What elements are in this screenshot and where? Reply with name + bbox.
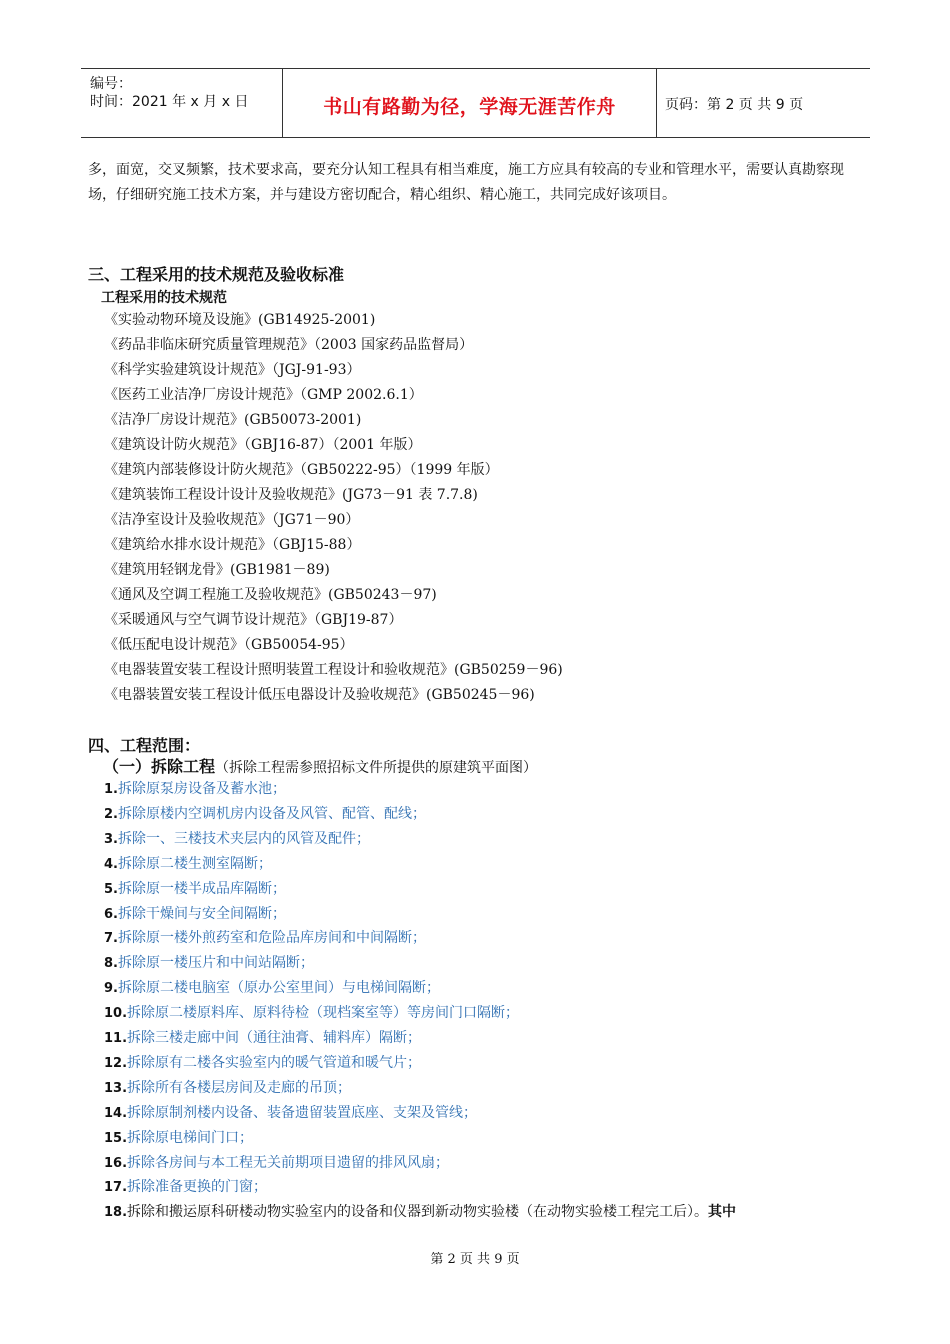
header-page-number: 页码：第 2 页 共 9 页 bbox=[665, 97, 804, 113]
standard-item: 《建筑装饰工程设计设计及验收规范》(JG73－91 表 7.7.8) bbox=[104, 487, 478, 503]
item-text: 拆除原一楼半成品库隔断； bbox=[117, 880, 286, 897]
demolition-item bbox=[104, 778, 286, 798]
section4-heading: 四、工程范围： bbox=[88, 736, 201, 755]
standard-item: 《电器装置安装工程设计照明装置工程设计和验收规范》(GB50259－96) bbox=[104, 662, 563, 678]
standard-item: 《电器装置安装工程设计低压电器设计及验收规范》(GB50245－96) bbox=[104, 687, 535, 703]
demolition-item bbox=[104, 803, 426, 823]
standard-item: 《实验动物环境及设施》(GB14925-2001) bbox=[104, 312, 376, 328]
item-number: 17. bbox=[104, 1180, 128, 1196]
standard-item: 《建筑内部装修设计防火规范》（GB50222-95）（1999 年版） bbox=[104, 462, 499, 478]
document-number: 编号： bbox=[90, 76, 132, 92]
item-number: 1. bbox=[104, 782, 118, 797]
item-number: 3. bbox=[104, 831, 118, 847]
section3-subheading: 工程采用的技术规范 bbox=[101, 290, 227, 306]
demolition-item bbox=[104, 927, 426, 947]
standard-item: 《低压配电设计规范》（GB50054-95） bbox=[104, 637, 354, 653]
demolition-item bbox=[104, 1127, 253, 1147]
page-header bbox=[81, 68, 870, 138]
demolition-item bbox=[104, 1077, 351, 1097]
standard-item: 《建筑设计防火规范》（GBJ16-87）（2001 年版） bbox=[104, 437, 422, 453]
item-text: 拆除三楼走廊中间（通往油膏、辅料库）隔断； bbox=[127, 1030, 422, 1046]
demolition-item bbox=[104, 903, 286, 923]
item-text: 拆除原泵房设备及蓄水池； bbox=[117, 781, 286, 797]
standard-item: 《采暖通风与空气调节设计规范》（GBJ19-87） bbox=[104, 612, 403, 628]
item-text: 拆除和搬运原科研楼动物实验室内的设备和仪器到新动物实验楼（在动物实验楼工程完工后）。 bbox=[127, 1204, 709, 1221]
document-date: 时间：2021 年 x 月 x 日 bbox=[90, 94, 249, 110]
standard-item: 《科学实验建筑设计规范》（JGJ-91-93） bbox=[104, 362, 361, 378]
standard-item: 《药品非临床研究质量管理规范》（2003 国家药品监督局） bbox=[104, 337, 474, 353]
item-number: 12. bbox=[104, 1055, 128, 1071]
demolition-item bbox=[104, 1152, 449, 1172]
item-number: 4. bbox=[104, 856, 118, 872]
item-text: 拆除原制剂楼内设备、装备遗留装置底座、支架及管线； bbox=[127, 1104, 478, 1121]
item-number: 5. bbox=[104, 881, 118, 897]
item-text: 拆除原一楼外煎药室和危险品库房间和中间隔断； bbox=[117, 930, 426, 947]
demolition-item bbox=[104, 1102, 477, 1122]
item-tail: 其中 bbox=[708, 1204, 737, 1221]
item-text: 拆除原电梯间门口； bbox=[127, 1129, 254, 1146]
item-number: 10. bbox=[104, 1006, 128, 1022]
item-text: 拆除干燥间与安全间隔断； bbox=[117, 905, 286, 922]
standard-item: 《医药工业洁净厂房设计规范》（GMP 2002.6.1） bbox=[104, 387, 423, 403]
section3-heading: 三、工程采用的技术规范及验收标准 bbox=[88, 265, 345, 284]
demolition-note: （拆除工程需参照招标文件所提供的原建筑平面图） bbox=[215, 760, 538, 776]
header-motto: 书山有路勤为径，学海无涯苦作舟 bbox=[323, 96, 616, 118]
item-text: 拆除各房间与本工程无关前期项目遗留的排风风扇； bbox=[127, 1154, 450, 1171]
item-number: 13. bbox=[104, 1080, 128, 1096]
item-text: 拆除准备更换的门窗； bbox=[127, 1179, 268, 1196]
item-text: 拆除一、三楼技术夹层内的风管及配件； bbox=[117, 830, 370, 847]
demolition-subheading bbox=[103, 754, 537, 777]
item-text: 拆除原二楼原料库、原料待检（现档案室等）等房间门口隔断； bbox=[127, 1005, 520, 1022]
demolition-item bbox=[104, 1176, 267, 1196]
item-number: 11. bbox=[104, 1031, 128, 1046]
item-number: 2. bbox=[104, 806, 118, 822]
item-text: 拆除原有二楼各实验室内的暖气管道和暖气片； bbox=[127, 1054, 422, 1071]
demolition-item bbox=[104, 1027, 421, 1047]
item-number: 16. bbox=[104, 1155, 128, 1171]
demolition-item bbox=[104, 878, 286, 898]
demolition-item bbox=[104, 952, 314, 972]
standard-item: 《建筑用轻钢龙骨》(GB1981－89) bbox=[104, 562, 330, 578]
demolition-item bbox=[104, 828, 370, 848]
demolition-item bbox=[104, 853, 272, 873]
item-number: 14. bbox=[104, 1105, 128, 1121]
demolition-label: （一）拆除工程 bbox=[103, 757, 216, 776]
demolition-item bbox=[104, 1002, 519, 1022]
standard-item: 《洁净厂房设计规范》(GB50073-2001) bbox=[104, 412, 362, 428]
header-motto-cell bbox=[282, 69, 657, 137]
item-number: 9. bbox=[104, 981, 118, 997]
standard-item: 《洁净室设计及验收规范》（JG71－90） bbox=[104, 512, 360, 528]
intro-paragraph: 多，面宽，交叉频繁，技术要求高，要充分认知工程具有相当难度，施工方应具有较高的专业和管理水平，需要认真勘察现场，仔细研究施工技术方案，并与建设方密切配合，精心组织、精心施工，共同完成好该项目。 bbox=[88, 162, 844, 203]
page-footer: 第 2 页 共 9 页 bbox=[430, 1252, 520, 1267]
demolition-item bbox=[104, 1201, 736, 1221]
item-number: 15. bbox=[104, 1130, 128, 1146]
header-left-cell bbox=[81, 69, 281, 137]
header-page-cell bbox=[656, 69, 870, 137]
item-text: 拆除原二楼生测室隔断； bbox=[117, 855, 272, 872]
item-number: 8. bbox=[104, 956, 118, 972]
standard-item: 《建筑给水排水设计规范》（GBJ15-88） bbox=[104, 537, 361, 553]
demolition-item bbox=[104, 977, 440, 997]
item-text: 拆除原二楼电脑室（原办公室里间）与电梯间隔断； bbox=[117, 980, 440, 997]
item-number: 6. bbox=[104, 906, 118, 922]
item-number: 18. bbox=[104, 1205, 128, 1221]
item-text: 拆除原一楼压片和中间站隔断； bbox=[117, 955, 314, 972]
standard-item: 《通风及空调工程施工及验收规范》(GB50243－97) bbox=[104, 587, 437, 603]
item-text: 拆除所有各楼层房间及走廊的吊顶； bbox=[127, 1079, 352, 1096]
item-number: 7. bbox=[104, 931, 118, 947]
item-text: 拆除原楼内空调机房内设备及风管、配管、配线； bbox=[117, 805, 426, 822]
demolition-item bbox=[104, 1052, 421, 1072]
